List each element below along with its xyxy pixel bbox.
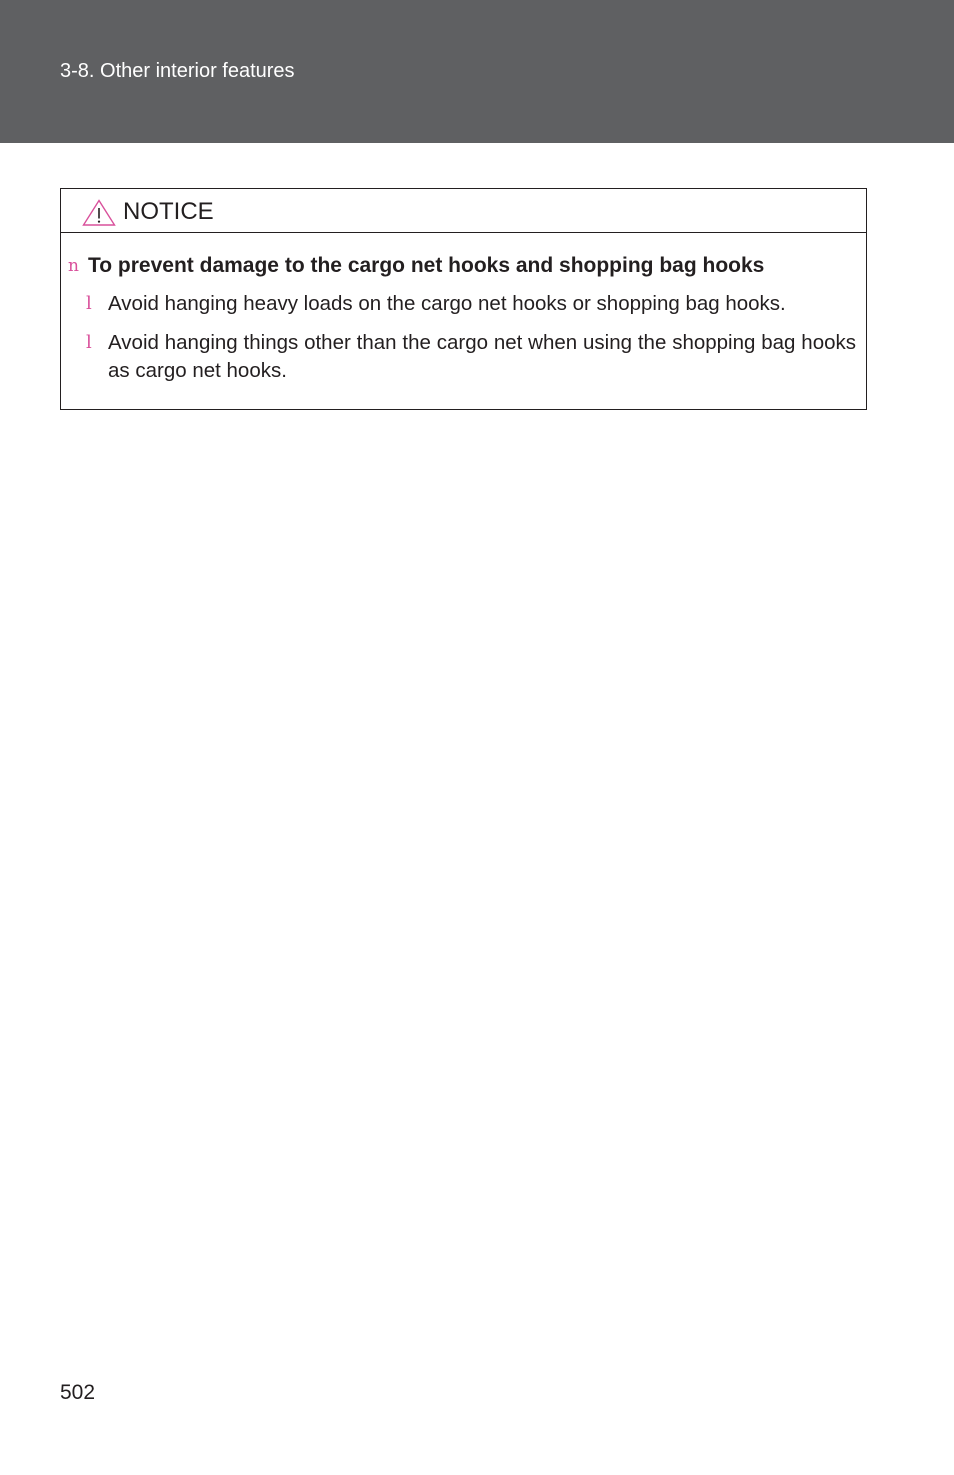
- warning-triangle-icon: [82, 199, 116, 226]
- list-item: [61, 329, 866, 389]
- notice-header: [61, 189, 866, 233]
- section-title: 3-8. Other interior features: [60, 60, 295, 82]
- list-item-text: Avoid hanging things other than the cargo net when using the shopping bag hooks as cargo net hooks.: [108, 331, 856, 382]
- round-bullet-icon: l: [86, 332, 92, 353]
- notice-heading: To prevent damage to the cargo net hooks and shopping bag hooks: [88, 254, 765, 277]
- round-bullet-icon: l: [86, 293, 92, 314]
- page-number: 502: [60, 1381, 96, 1404]
- notice-box: [60, 188, 867, 410]
- notice-heading-row: [61, 252, 866, 280]
- header-band: [0, 0, 954, 143]
- list-item-text: Avoid hanging heavy loads on the cargo net hooks or shopping bag hooks.: [108, 292, 786, 315]
- list-item: [61, 290, 866, 320]
- notice-label: NOTICE: [123, 198, 214, 225]
- square-bullet-icon: n: [68, 256, 79, 276]
